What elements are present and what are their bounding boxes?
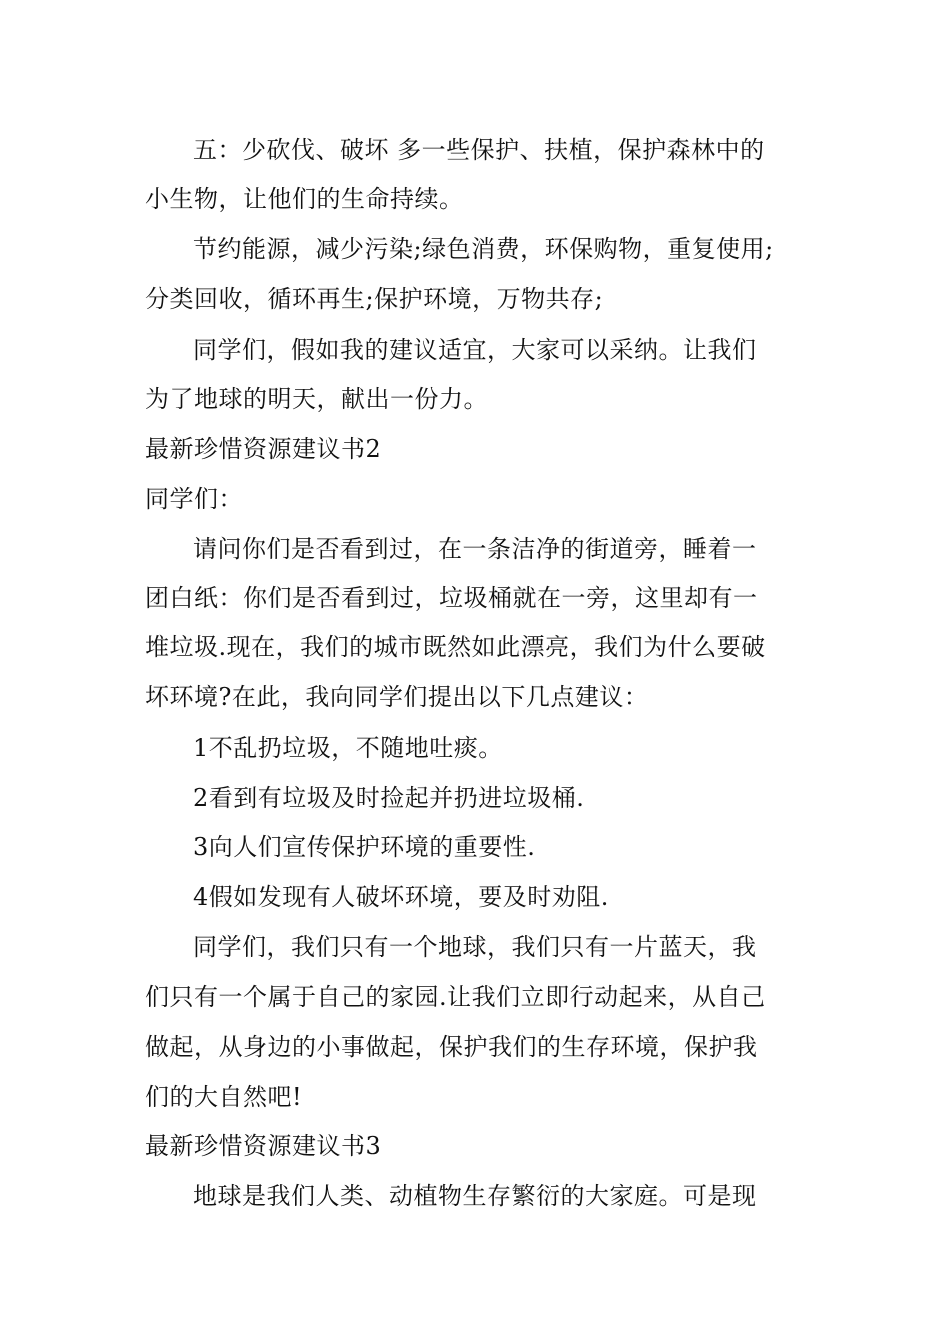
paragraph-line: 请问你们是否看到过，在一条洁净的街道旁，睡着一 (193, 535, 757, 563)
list-item: 2看到有垃圾及时捡起并扔进垃圾桶. (193, 784, 585, 812)
paragraph-line: 同学们，我们只有一个地球，我们只有一片蓝天，我 (193, 933, 757, 961)
paragraph-line: 分类回收，循环再生;保护环境，万物共存; (145, 285, 604, 313)
paragraph-line: 同学们，假如我的建议适宜，大家可以采纳。让我们 (193, 336, 757, 364)
paragraph-line: 堆垃圾.现在，我们的城市既然如此漂亮，我们为什么要破 (145, 633, 766, 661)
paragraph-line: 小生物，让他们的生命持续。 (145, 185, 464, 213)
paragraph-line: 做起，从身边的小事做起，保护我们的生存环境，保护我 (145, 1033, 758, 1061)
section-title: 最新珍惜资源建议书2 (145, 435, 382, 463)
section-title: 最新珍惜资源建议书3 (145, 1132, 382, 1160)
list-item: 1不乱扔垃圾，不随地吐痰。 (193, 734, 503, 762)
paragraph-line: 们的大自然吧! (145, 1083, 303, 1111)
list-item: 4假如发现有人破坏环境，要及时劝阻. (193, 883, 609, 911)
paragraph-line: 们只有一个属于自己的家园.让我们立即行动起来，从自己 (145, 983, 766, 1011)
paragraph-line: 五：少砍伐、破坏 多一些保护、扶植，保护森林中的 (193, 136, 765, 164)
salutation: 同学们： (145, 485, 243, 513)
paragraph-line: 节约能源，减少污染;绿色消费，环保购物，重复使用; (193, 235, 774, 263)
list-item: 3向人们宣传保护环境的重要性. (193, 833, 536, 861)
paragraph-line: 坏环境?在此，我向同学们提出以下几点建议： (145, 683, 649, 711)
paragraph-line: 为了地球的明天，献出一份力。 (145, 385, 488, 413)
paragraph-line: 地球是我们人类、动植物生存繁衍的大家庭。可是现 (193, 1182, 757, 1210)
paragraph-line: 团白纸：你们是否看到过，垃圾桶就在一旁，这里却有一 (145, 584, 758, 612)
